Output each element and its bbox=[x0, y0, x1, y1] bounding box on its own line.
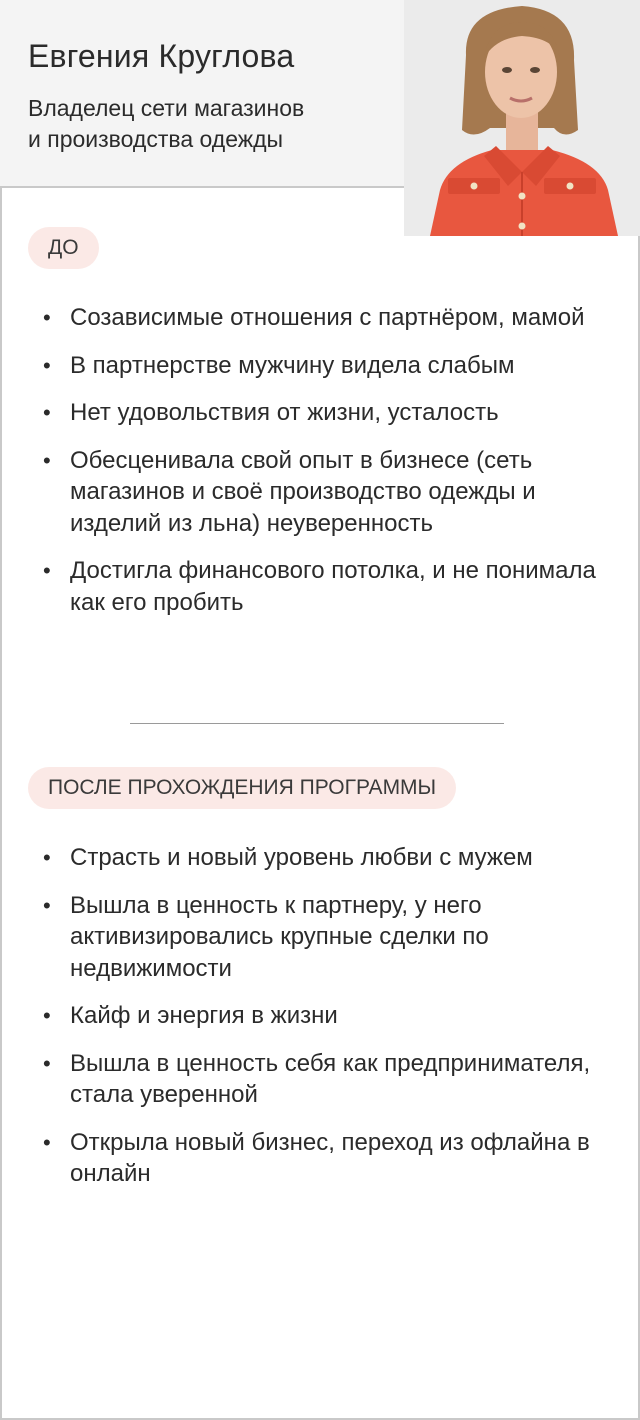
list-item: • Открыла новый бизнес, переход из офлайна в онлайн bbox=[40, 1127, 610, 1190]
after-list bbox=[40, 842, 610, 1206]
list-item: • Нет удовольствия от жизни, усталость bbox=[40, 397, 610, 429]
before-list bbox=[40, 302, 610, 634]
person-name: Евгения Круглова bbox=[28, 38, 295, 74]
list-item: • Достигла финансового потолка, и не понимала как его пробить bbox=[40, 555, 610, 618]
list-item: • Вышла в ценность к партнеру, у него активизировались крупные сделки по недвижимости bbox=[40, 890, 610, 985]
after-badge: ПОСЛЕ ПРОХОЖДЕНИЯ ПРОГРАММЫ bbox=[28, 767, 456, 809]
list-item: • Обесценивала свой опыт в бизнесе (сеть магазинов и своё производство одежды и изделий из льна) неуверенность bbox=[40, 445, 610, 540]
profile-photo bbox=[404, 0, 640, 236]
role-line: Владелец сети магазинов bbox=[28, 95, 305, 121]
list-item: • Страсть и новый уровень любви с мужем bbox=[40, 842, 610, 874]
list-item: • Созависимые отношения с партнёром, мамой bbox=[40, 302, 610, 334]
role-line: и производства одежды bbox=[28, 126, 284, 152]
person-role bbox=[28, 93, 388, 155]
section-divider bbox=[130, 723, 504, 724]
list-item: • Вышла в ценность себя как предпринимателя, стала уверенной bbox=[40, 1048, 610, 1111]
list-item: • Кайф и энергия в жизни bbox=[40, 1000, 610, 1032]
before-badge: ДО bbox=[28, 227, 99, 269]
list-item: • В партнерстве мужчину видела слабым bbox=[40, 350, 610, 382]
